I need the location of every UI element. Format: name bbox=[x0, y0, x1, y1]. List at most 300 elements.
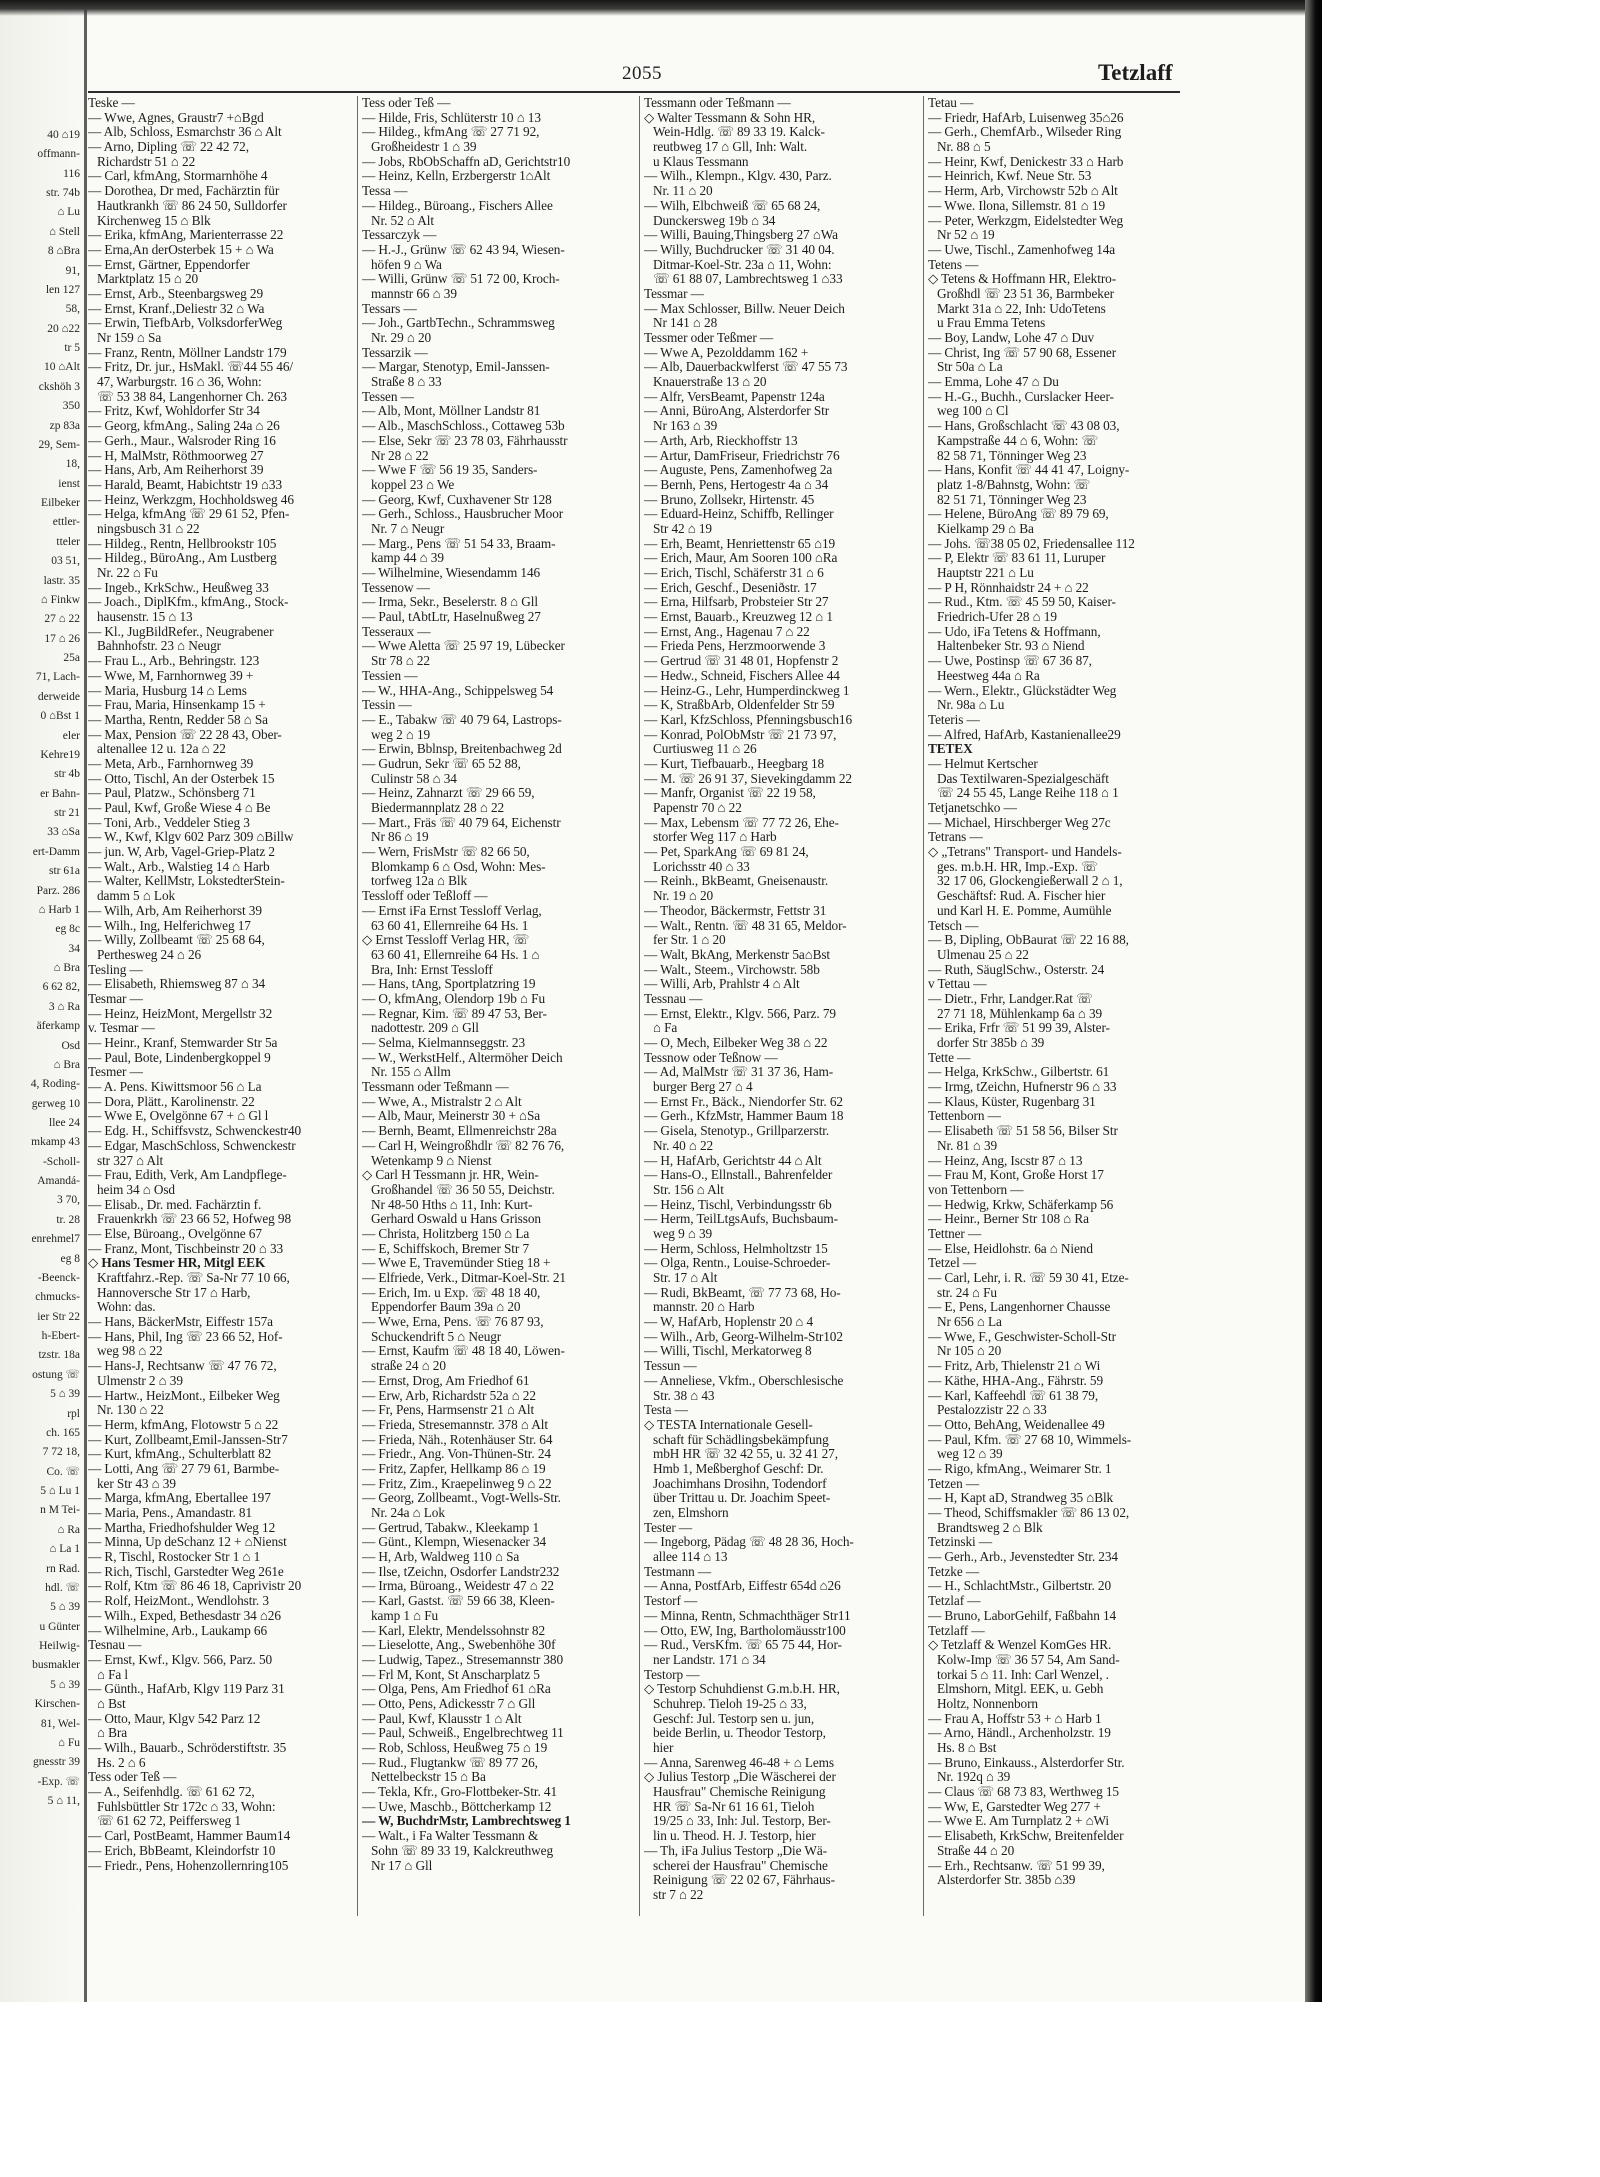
directory-line: — Wwe, A., Mistralstr 2 ⌂ Alt bbox=[362, 1094, 522, 1109]
directory-line: Nr. 81 ⌂ 39 bbox=[937, 1138, 998, 1153]
directory-line: Hannoversche Str 17 ⌂ Harb, bbox=[97, 1285, 251, 1300]
directory-line: Nr. 11 ⌂ 20 bbox=[653, 184, 713, 199]
directory-line: heim 34 ⌂ Osd bbox=[97, 1182, 175, 1197]
directory-line: Holtz, Nonnenborn bbox=[937, 1696, 1038, 1711]
directory-line: — Edgar, MaschSchloss, Schwenckestr bbox=[88, 1138, 296, 1153]
directory-line: — Heinz, Ang, Iscstr 87 ⌂ 13 bbox=[928, 1153, 1083, 1168]
directory-line: — Boy, Landw, Lohe 47 ⌂ Duv bbox=[928, 331, 1095, 345]
gutter-text-fragment: äferkamp bbox=[36, 1020, 80, 1033]
gutter-text-fragment: 03 51, bbox=[51, 555, 80, 568]
directory-line: — Christ, Ing ☏ 57 90 68, Essener bbox=[928, 345, 1117, 360]
directory-line: Ulmenau 25 ⌂ 22 bbox=[937, 947, 1029, 962]
directory-line: — Carl, kfmAng, Stormarnhöhe 4 bbox=[88, 169, 268, 184]
directory-line: — Wilh., Exped, Bethesdastr 34 ⌂26 bbox=[88, 1608, 281, 1623]
directory-line: koppel 23 ⌂ We bbox=[371, 477, 455, 492]
directory-line: — Bruno, LaborGehilf, Faßbahn 14 bbox=[928, 1608, 1117, 1623]
directory-line: — Kurt, Tiefbauarb., Heegbarg 18 bbox=[644, 756, 825, 771]
directory-line: — Ernst, Drog, Am Friedhof 61 bbox=[362, 1373, 530, 1388]
gutter-text-fragment: chmucks- bbox=[35, 1291, 80, 1304]
surname-heading: Tessen — bbox=[362, 389, 414, 404]
gutter-text-fragment: 5 ⌂ 11, bbox=[47, 1795, 80, 1808]
directory-line: — Joach., DiplKfm., kfmAng., Stock- bbox=[88, 595, 289, 610]
gutter-text-fragment: 5 ⌂ Lu 1 bbox=[40, 1485, 80, 1498]
directory-line: Knauerstraße 13 ⌂ 20 bbox=[653, 375, 767, 390]
directory-line: — jun. W, Arb, Vagel-Griep-Platz 2 bbox=[88, 845, 275, 860]
directory-line: — Kurt, Zollbeamt,Emil-Janssen-Str7 bbox=[88, 1432, 288, 1447]
surname-heading: Tette — bbox=[928, 1050, 971, 1065]
directory-line: Nr. 52 ⌂ Alt bbox=[371, 213, 434, 228]
surname-heading: Tessnow oder Teßnow — bbox=[644, 1050, 778, 1065]
running-head: Tetzlaff bbox=[1098, 60, 1173, 85]
directory-line: weg 100 ⌂ Cl bbox=[937, 404, 1009, 419]
gutter-text-fragment: str 4b bbox=[54, 768, 80, 781]
directory-line: — Gisela, Stenotyp., Grillparzerstr. bbox=[644, 1124, 830, 1139]
gutter-text-fragment: rpl bbox=[67, 1407, 80, 1420]
gutter-text-fragment: str. 74b bbox=[46, 187, 80, 200]
directory-line: — Harald, Beamt, Habichtstr 19 ⌂33 bbox=[88, 477, 283, 492]
directory-column-4 bbox=[928, 96, 1206, 1916]
directory-line: — Frau, Maria, Hinsenkamp 15 + bbox=[88, 698, 266, 713]
directory-line: — Ernst, Kranf.,Deliestr 32 ⌂ Wa bbox=[88, 301, 265, 316]
directory-line: — Erich, BbBeamt, Kleindorfstr 10 bbox=[88, 1843, 276, 1858]
directory-line: Schuhrep. Tieloh 19-25 ⌂ 33, bbox=[653, 1696, 807, 1711]
directory-line: — Dorothea, Dr med, Fachärztin für bbox=[88, 184, 280, 199]
gutter-text-fragment: Co. ☏ bbox=[46, 1465, 80, 1478]
directory-line: — Arno, Händl., Archenholzstr. 19 bbox=[928, 1726, 1111, 1741]
directory-line: — Gerh., Maur., Walsroder Ring 16 bbox=[88, 433, 276, 448]
directory-line: ☏ 61 88 07, Lambrechtsweg 1 ⌂33 bbox=[653, 272, 843, 287]
directory-line: — Toni, Arb., Veddeler Stieg 3 bbox=[88, 815, 250, 830]
gutter-text-fragment: str 61a bbox=[49, 865, 80, 878]
gutter-text-fragment: tteler bbox=[56, 535, 80, 548]
directory-line: — Willi, Arb, Prahlstr 4 ⌂ Alt bbox=[644, 977, 800, 992]
directory-line: — Hedw., Schneid, Fischers Allee 44 bbox=[644, 668, 840, 683]
surname-heading: Tetzke — bbox=[928, 1564, 980, 1579]
directory-line: 19/25 ⌂ 33, Inh: Jul. Testorp, Ber- bbox=[653, 1814, 831, 1829]
directory-line: Nr. 98a ⌂ Lu bbox=[937, 698, 1005, 713]
directory-line: HR ☏ Sa-Nr 61 16 61, Tieloh bbox=[653, 1799, 815, 1814]
directory-line: — Paul, Bote, Lindenbergkoppel 9 bbox=[88, 1050, 271, 1065]
directory-line: — Ingeb., KrkSchw., Heußweg 33 bbox=[88, 580, 269, 595]
directory-line: Nr. 40 ⌂ 22 bbox=[653, 1138, 714, 1153]
directory-line: Kolw-Imp ☏ 36 57 54, Am Sand- bbox=[937, 1652, 1120, 1667]
directory-line: — Heinrich, Kwf. Neue Str. 53 bbox=[928, 169, 1092, 184]
directory-line: — Carl, PostBeamt, Hammer Baum14 bbox=[88, 1829, 291, 1844]
directory-line: — Willy, Buchdrucker ☏ 31 40 04. bbox=[644, 242, 835, 257]
gutter-text-fragment: gnesstr 39 bbox=[33, 1756, 80, 1769]
directory-line: — Erich, Maur, Am Sooren 100 ⌂Ra bbox=[644, 551, 838, 566]
directory-line: — Wilh., Ing, Helferichweg 17 bbox=[88, 918, 251, 933]
directory-line: — Frl M, Kont, St Anscharplatz 5 bbox=[362, 1667, 540, 1682]
directory-line: — H, Kapt aD, Strandweg 35 ⌂Blk bbox=[928, 1491, 1114, 1506]
directory-line: Blomkamp 6 ⌂ Osd, Wohn: Mes- bbox=[371, 859, 546, 874]
column-divider bbox=[357, 96, 358, 1916]
directory-line: Sohn ☏ 89 33 19, Kalckreuthweg bbox=[371, 1843, 554, 1858]
directory-line: — Marg., Pens ☏ 51 54 33, Braam- bbox=[362, 536, 556, 551]
gutter-text-fragment: 25a bbox=[63, 652, 80, 665]
surname-heading: von Tettenborn — bbox=[928, 1182, 1024, 1197]
directory-line: ⌂ Bra bbox=[97, 1726, 128, 1741]
surname-heading: Tetens — bbox=[928, 257, 979, 272]
directory-line: ⌂ Fa bbox=[653, 1021, 678, 1036]
directory-line: Alsterdorfer Str. 385b ⌂39 bbox=[937, 1873, 1076, 1888]
directory-line: mannstr 66 ⌂ 39 bbox=[371, 286, 457, 301]
directory-line: — Ruth, SäuglSchw., Osterstr. 24 bbox=[928, 962, 1105, 977]
surname-heading: Testorf — bbox=[644, 1594, 698, 1609]
directory-line: — K, StraßbArb, Oldenfelder Str 59 bbox=[644, 698, 835, 713]
directory-line: — Walt., i Fa Walter Tessmann & bbox=[362, 1829, 539, 1844]
gutter-text-fragment: ostung ☏ bbox=[32, 1368, 80, 1381]
page-number: 2055 bbox=[622, 63, 662, 84]
gutter-text-fragment: 34 bbox=[68, 942, 80, 955]
directory-line: — Minna, Rentn, Schmachthäger Str11 bbox=[644, 1608, 851, 1623]
gutter-text-fragment: ckshöh 3 bbox=[38, 380, 80, 393]
directory-line: — Udo, iFa Tetens & Hoffmann, bbox=[928, 624, 1101, 639]
directory-line: — Otto, BehAng, Weidenallee 49 bbox=[928, 1417, 1105, 1432]
gutter-text-fragment: u Günter bbox=[39, 1620, 80, 1633]
directory-line: Kampstraße 44 ⌂ 6, Wohn: ☏ bbox=[937, 433, 1099, 448]
directory-line: — Rud., Flugtankw ☏ 89 77 26, bbox=[362, 1755, 538, 1770]
directory-line: 27 71 18, Mühlenkamp 6a ⌂ 39 bbox=[937, 1006, 1103, 1021]
directory-line: Culinstr 58 ⌂ 34 bbox=[371, 771, 457, 786]
directory-line: — Ingeborg, Pädag ☏ 48 28 36, Hoch- bbox=[644, 1535, 854, 1550]
directory-line: — Erich, Im. u Exp. ☏ 48 18 40, bbox=[362, 1285, 541, 1300]
directory-line: — Otto, EW, Ing, Bartholomäusstr100 bbox=[644, 1623, 846, 1638]
directory-line: ◇ Hans Tesmer HR, Mitgl EEK bbox=[88, 1256, 266, 1271]
directory-line: — Max Schlosser, Billw. Neuer Deich bbox=[644, 301, 845, 316]
directory-line: Ulmenstr 2 ⌂ 39 bbox=[97, 1373, 183, 1388]
gutter-text-fragment: eler bbox=[62, 729, 80, 742]
directory-line: — Hilde, Fris, Schlüterstr 10 ⌂ 13 bbox=[362, 110, 541, 125]
directory-line: — Hildeg., BüroAng., Am Lustberg bbox=[88, 551, 277, 566]
directory-line: Hmb 1, Meßberghof Geschf: Dr. bbox=[653, 1461, 824, 1476]
directory-line: Nr. 24a ⌂ Lok bbox=[371, 1506, 445, 1520]
directory-line: Markt 31a ⌂ 22, Inh: UdoTetens bbox=[937, 301, 1106, 316]
gutter-text-fragment: 29, Sem- bbox=[38, 438, 80, 451]
directory-line: — Paul, Kwf, Klausstr 1 ⌂ Alt bbox=[362, 1711, 522, 1726]
directory-line: — Georg, Kwf, Cuxhavener Str 128 bbox=[362, 492, 552, 507]
directory-line: — Wern, FrisMstr ☏ 82 66 50, bbox=[362, 845, 530, 860]
directory-line: — Rud., Ktm. ☏ 45 59 50, Kaiser- bbox=[928, 595, 1116, 610]
gutter-text-fragment: offmann- bbox=[37, 148, 80, 161]
directory-line: — Erich, Geschf., Deseniðstr. 17 bbox=[644, 580, 817, 595]
directory-line: ☏ 53 38 84, Langenhorner Ch. 263 bbox=[97, 389, 287, 404]
directory-line: Nr. 130 ⌂ 22 bbox=[97, 1403, 164, 1418]
directory-line: weg 9 ⌂ 39 bbox=[653, 1226, 713, 1241]
surname-heading: Tettenborn — bbox=[928, 1109, 1001, 1124]
directory-line: — Wwe E, Ovelgönne 67 + ⌂ Gl l bbox=[88, 1109, 269, 1124]
directory-line: — Wilh., Arb, Georg-Wilhelm-Str102 bbox=[644, 1329, 843, 1344]
directory-line: — Frau M, Kont, Große Horst 17 bbox=[928, 1168, 1104, 1183]
gutter-text-fragment: 5 ⌂ 39 bbox=[50, 1388, 80, 1401]
directory-line: — Gerh., ChemfArb., Wilseder Ring bbox=[928, 125, 1122, 140]
surname-heading: Tess oder Teß — bbox=[362, 96, 451, 110]
directory-line: — Erw, Arb, Richardstr 52a ⌂ 22 bbox=[362, 1388, 536, 1403]
header-rule bbox=[88, 91, 1180, 93]
directory-line: — Paul, Schweiß., Engelbrechtweg 11 bbox=[362, 1726, 564, 1741]
previous-page-edge bbox=[0, 0, 88, 2002]
directory-line: Nr 48-50 Hths ⌂ 11, Inh: Kurt- bbox=[371, 1197, 533, 1212]
directory-line: Joachimhans Drosihn, Todendorf bbox=[653, 1476, 827, 1491]
directory-line: ner Landstr. 171 ⌂ 34 bbox=[653, 1652, 766, 1667]
surname-heading: Tessars — bbox=[362, 301, 417, 316]
directory-line: — Max, Pension ☏ 22 28 43, Ober- bbox=[88, 727, 282, 742]
directory-line: — Wwe F ☏ 56 19 35, Sanders- bbox=[362, 463, 538, 478]
directory-line: — Else, Büroang., Ovelgönne 67 bbox=[88, 1226, 262, 1241]
surname-heading: Tessenow — bbox=[362, 580, 430, 595]
gutter-text-fragment: ⌂ Bra bbox=[53, 962, 80, 975]
directory-line: — Wwe E. Am Turnplatz 2 + ⌂Wi bbox=[928, 1814, 1109, 1829]
directory-line: Brandtsweg 2 ⌂ Blk bbox=[937, 1520, 1043, 1535]
directory-line: ⌂ Fa l bbox=[97, 1667, 129, 1682]
gutter-text-fragment: Eilbeker bbox=[41, 497, 80, 510]
directory-line: zen, Elmshorn bbox=[653, 1506, 729, 1520]
directory-line: ◇ Walter Tessmann & Sohn HR, bbox=[644, 110, 816, 125]
gutter-text-fragment: enrehmel7 bbox=[31, 1233, 80, 1246]
surname-heading: Tessmar — bbox=[644, 286, 704, 301]
column-divider bbox=[639, 96, 640, 1916]
directory-line: höfen 9 ⌂ Wa bbox=[371, 257, 442, 272]
directory-line: — Hans, Konfit ☏ 44 41 47, Loigny- bbox=[928, 463, 1130, 478]
gutter-text-fragment: ert-Damm bbox=[32, 845, 80, 858]
directory-line: Perthesweg 24 ⌂ 26 bbox=[97, 947, 202, 962]
directory-line: Nr 52 ⌂ 19 bbox=[937, 228, 995, 243]
directory-line: reutbweg 17 ⌂ Gll, Inh: Walt. bbox=[653, 140, 808, 155]
directory-line: — Erika, kfmAng, Marienterrasse 22 bbox=[88, 228, 284, 243]
gutter-text-fragment: ienst bbox=[58, 477, 80, 490]
directory-line: Großhandel ☏ 36 50 55, Deichstr. bbox=[371, 1182, 555, 1197]
directory-line: — H., SchlachtMstr., Gilbertstr. 20 bbox=[928, 1579, 1112, 1594]
directory-line: Biedermannplatz 28 ⌂ 22 bbox=[371, 801, 505, 815]
gutter-text-fragment: 71, Lach- bbox=[35, 671, 80, 684]
directory-line: Nr. 88 ⌂ 5 bbox=[937, 140, 991, 155]
directory-line: Ditmar-Koel-Str. 23a ⌂ 11, Wohn: bbox=[653, 257, 832, 272]
directory-line: — Wilh., Bauarb., Schröderstiftstr. 35 bbox=[88, 1741, 287, 1755]
directory-line: — Willy, Zollbeamt ☏ 25 68 64, bbox=[88, 933, 265, 948]
directory-line: — Rolf, Ktm ☏ 86 46 18, Caprivistr 20 bbox=[88, 1579, 302, 1594]
gutter-text-fragment: 5 ⌂ 39 bbox=[50, 1678, 80, 1691]
gutter-text-fragment: ⌂ Ra bbox=[57, 1523, 80, 1536]
directory-line: — E., Tabakw ☏ 40 79 64, Lastrops- bbox=[362, 712, 562, 727]
directory-line: Marktplatz 15 ⌂ 20 bbox=[97, 272, 199, 287]
directory-line: — Ernst, Arb., Steenbargsweg 29 bbox=[88, 286, 264, 301]
directory-line: — Hans-O., Ellnstall., Bahrenfelder bbox=[644, 1168, 833, 1183]
gutter-text-fragment: Osd bbox=[61, 1039, 80, 1052]
directory-line: — Anni, BüroAng, Alsterdorfer Str bbox=[644, 404, 830, 419]
directory-line: — Georg, Zollbeamt., Vogt-Wells-Str. bbox=[362, 1491, 561, 1506]
directory-line: fer Str. 1 ⌂ 20 bbox=[653, 933, 726, 948]
directory-line: — Günth., HafArb, Klgv 119 Parz 31 bbox=[88, 1682, 285, 1697]
directory-line: — Ernst, Kwf., Klgv. 566, Parz. 50 bbox=[88, 1652, 273, 1667]
directory-line: — Wwe E, Travemünder Stieg 18 + bbox=[362, 1256, 551, 1271]
directory-line: Großheidestr 1 ⌂ 39 bbox=[371, 140, 477, 155]
directory-line: Eppendorfer Baum 39a ⌂ 20 bbox=[371, 1300, 521, 1315]
directory-line: — Reinh., BkBeamt, Gneisenaustr. bbox=[644, 874, 829, 889]
directory-line: — Herm, Arb, Virchowstr 52b ⌂ Alt bbox=[928, 184, 1118, 199]
directory-line: — Wilhelmine, Arb., Laukamp 66 bbox=[88, 1623, 268, 1638]
directory-line: — Arth, Arb, Rieckhoffstr 13 bbox=[644, 433, 798, 448]
directory-line: — Dietr., Frhr, Landger.Rat ☏ bbox=[928, 991, 1093, 1006]
directory-line: — Walter, KellMstr, LokstedterStein- bbox=[88, 874, 285, 889]
gutter-text-fragment: busmakler bbox=[32, 1659, 80, 1672]
directory-line: — Eduard-Heinz, Schiffb, Rellinger bbox=[644, 507, 834, 522]
directory-line: — Martha, Rentn, Redder 58 ⌂ Sa bbox=[88, 712, 268, 727]
gutter-text-fragment: mkamp 43 bbox=[31, 1136, 80, 1149]
gutter-text-fragment: Heilwig- bbox=[39, 1640, 80, 1653]
directory-line: — W., Kwf, Klgv 602 Parz 309 ⌂Billw bbox=[88, 830, 294, 845]
directory-line: str 7 ⌂ 22 bbox=[653, 1887, 704, 1902]
directory-line: burger Berg 27 ⌂ 4 bbox=[653, 1080, 753, 1095]
directory-line: — Käthe, HHA-Ang., Fährstr. 59 bbox=[928, 1373, 1104, 1388]
directory-line: — Pet, SparkAng ☏ 69 81 24, bbox=[644, 845, 809, 860]
surname-heading: Tetzinski — bbox=[928, 1535, 993, 1550]
directory-line: ◇ „Tetrans" Transport- und Handels- bbox=[928, 845, 1122, 860]
directory-line: torkai 5 ⌂ 11. Inh: Carl Wenzel, . bbox=[937, 1667, 1109, 1682]
gutter-text-fragment: len 127 bbox=[45, 283, 80, 296]
directory-line: — P, Elektr ☏ 83 61 11, Luruper bbox=[928, 551, 1106, 566]
directory-line: und Karl H. E. Pomme, Aumühle bbox=[937, 903, 1112, 918]
directory-line: u Frau Emma Tetens bbox=[937, 316, 1046, 331]
directory-line: — Erh, Beamt, Henriettenstr 65 ⌂19 bbox=[644, 536, 836, 551]
directory-line: — Erh., Rechtsanw. ☏ 51 99 39, bbox=[928, 1858, 1105, 1873]
directory-line: Nr 141 ⌂ 28 bbox=[653, 316, 718, 331]
surname-heading: Tetrans — bbox=[928, 830, 983, 845]
directory-line: — Frau A, Hoffstr 53 + ⌂ Harb 1 bbox=[928, 1711, 1102, 1726]
gutter-text-fragment: eg 8 bbox=[60, 1252, 80, 1265]
directory-line: Schuckendrift 5 ⌂ Neugr bbox=[371, 1329, 502, 1344]
directory-column-1 bbox=[88, 96, 352, 1916]
directory-line: — Heinz-G., Lehr, Humperdinckweg 1 bbox=[644, 683, 850, 698]
directory-line: Elmshorn, Mitgl. EEK, u. Gebh bbox=[937, 1682, 1104, 1697]
directory-line: — Gerh., KfzMstr, Hammer Baum 18 bbox=[644, 1109, 844, 1124]
gutter-text-fragment: 8 ⌂Bra bbox=[47, 245, 80, 258]
gutter-text-fragment: n M Tei- bbox=[40, 1504, 80, 1517]
directory-line: — Karl, Elektr, Mendelssohnstr 82 bbox=[362, 1623, 546, 1638]
gutter-text-fragment: 5 ⌂ 39 bbox=[50, 1601, 80, 1614]
directory-line: — Walt, BkAng, Merkenstr 5a⌂Bst bbox=[644, 947, 831, 962]
directory-line: Richardstr 51 ⌂ 22 bbox=[97, 154, 196, 169]
directory-line: — Selma, Kielmannseggstr. 23 bbox=[362, 1036, 526, 1050]
gutter-text-fragment: 58, bbox=[65, 303, 80, 316]
gutter-text-fragment: -Beenck- bbox=[37, 1271, 80, 1284]
directory-line: — W, BuchdrMstr, Lambrechtsweg 1 bbox=[362, 1814, 571, 1829]
directory-line: — Kl., JugBildRefer., Neugrabener bbox=[88, 624, 274, 639]
directory-line: — Auguste, Pens, Zamenhofweg 2a bbox=[644, 463, 833, 478]
directory-line: — Friedr., Pens, Hohenzollernring105 bbox=[88, 1858, 289, 1873]
directory-line: — Emma, Lohe 47 ⌂ Du bbox=[928, 375, 1059, 390]
gutter-text-fragment: str 21 bbox=[54, 807, 80, 820]
gutter-text-fragment: 40 ⌂19 bbox=[47, 129, 80, 141]
directory-line: — Max, Lebensm ☏ 77 72 26, Ehe- bbox=[644, 815, 839, 830]
surname-heading: Tetjanetschko — bbox=[928, 801, 1017, 815]
directory-line: — Heinz, Werkzgm, Hochholdsweg 46 bbox=[88, 492, 294, 507]
gutter-text-fragment: ch. 165 bbox=[46, 1426, 80, 1439]
directory-line: Str. 17 ⌂ Alt bbox=[653, 1271, 718, 1285]
directory-line: — Alb, Mont, Möllner Landstr 81 bbox=[362, 404, 541, 419]
directory-line: — Theod, Schiffsmakler ☏ 86 13 02, bbox=[928, 1506, 1130, 1520]
surname-heading: Testa — bbox=[644, 1403, 688, 1418]
directory-line: — Heinz, HeizMont, Mergellstr 32 bbox=[88, 1006, 273, 1021]
directory-line: Str. 156 ⌂ Alt bbox=[653, 1182, 724, 1197]
directory-line: — Willi, Tischl, Merkatorweg 8 bbox=[644, 1344, 812, 1359]
directory-line: — Willi, Bauing,Thingsberg 27 ⌂Wa bbox=[644, 228, 838, 243]
directory-line: — Paul, tAbtLtr, Haselnußweg 27 bbox=[362, 610, 541, 625]
gutter-text-fragment: 18, bbox=[65, 458, 80, 471]
surname-heading: Teteris — bbox=[928, 712, 980, 727]
directory-line: 63 60 41, Ellernreihe 64 Hs. 1 bbox=[371, 918, 529, 933]
surname-heading: v Tettau — bbox=[928, 977, 987, 992]
directory-line: — Ernst, Bauarb., Kreuzweg 12 ⌂ 1 bbox=[644, 610, 833, 625]
directory-line: Frauenkrkh ☏ 23 66 52, Hofweg 98 bbox=[97, 1212, 292, 1227]
directory-line: — Ernst Fr., Bäck., Niendorfer Str. 62 bbox=[644, 1094, 843, 1109]
directory-line: allee 114 ⌂ 13 bbox=[653, 1550, 728, 1565]
gutter-text-fragment: -Exp. ☏ bbox=[37, 1775, 80, 1788]
directory-line: hier bbox=[653, 1741, 674, 1755]
surname-heading: Tessarzik — bbox=[362, 345, 428, 360]
directory-line: Hs. 2 ⌂ 6 bbox=[97, 1755, 146, 1770]
directory-line: — Elisabeth, KrkSchw, Breitenfelder bbox=[928, 1829, 1124, 1844]
directory-line: — Bruno, Einkauss., Alsterdorfer Str. bbox=[928, 1755, 1125, 1770]
directory-line: — Manfr, Organist ☏ 22 19 58, bbox=[644, 786, 816, 801]
directory-line: — Herm, Schloss, Helmholtzstr 15 bbox=[644, 1241, 828, 1256]
directory-line: — Wilhelmine, Wiesendamm 146 bbox=[362, 566, 541, 580]
directory-line: — Wilh, Arb, Am Reiherhorst 39 bbox=[88, 903, 262, 918]
directory-line: — Wwe Aletta ☏ 25 97 19, Lübecker bbox=[362, 639, 565, 654]
directory-line: Bra, Inh: Ernst Tessloff bbox=[371, 962, 493, 977]
surname-heading: Tetzlaff — bbox=[928, 1623, 985, 1638]
directory-line: — Wwe, M, Farnhornweg 39 + bbox=[88, 668, 254, 683]
surname-heading: Tettner — bbox=[928, 1226, 982, 1241]
directory-line: Curtiusweg 11 ⌂ 26 bbox=[653, 742, 757, 757]
directory-line: 82 51 71, Tönninger Weg 23 bbox=[937, 492, 1087, 507]
directory-line: u Klaus Tessmann bbox=[653, 154, 749, 169]
directory-line: — Wwe A, Pezolddamm 162 + bbox=[644, 345, 809, 360]
directory-line: — Lotti, Ang ☏ 27 79 61, Barmbe- bbox=[88, 1461, 280, 1476]
directory-line: — Johs. ☏38 05 02, Friedensallee 112 bbox=[928, 536, 1135, 551]
directory-line: — Ernst, Elektr., Klgv. 566, Parz. 79 bbox=[644, 1006, 836, 1021]
directory-line: Das Textilwaren-Spezialgeschäft bbox=[937, 771, 1109, 786]
gutter-text-fragment: Kehre19 bbox=[40, 748, 80, 761]
directory-line: ◇ Tetzlaff & Wenzel KomGes HR. bbox=[928, 1638, 1112, 1653]
directory-line: — Gertrud, Tabakw., Kleekamp 1 bbox=[362, 1520, 540, 1535]
directory-line: — Frieda Pens, Herzmoorwende 3 bbox=[644, 639, 826, 654]
directory-line: — Erwin, TiefbArb, VolksdorferWeg bbox=[88, 316, 283, 331]
directory-line: Nr 28 ⌂ 22 bbox=[371, 448, 429, 463]
surname-heading: Tessmann oder Teßmann — bbox=[644, 96, 791, 110]
directory-line: — E, Schiffskoch, Bremer Str 7 bbox=[362, 1241, 530, 1256]
directory-line: — Olga, Rentn., Louise-Schroeder- bbox=[644, 1256, 831, 1271]
directory-line: Großhdl ☏ 23 51 36, Barmbeker bbox=[937, 286, 1114, 301]
directory-line: — Jobs, RbObSchaffn aD, Gerichtstr10 bbox=[362, 154, 571, 169]
gutter-text-fragment: 91, bbox=[65, 264, 80, 277]
directory-line: Hs. 8 ⌂ Bst bbox=[937, 1741, 997, 1755]
directory-line: — Ludwig, Tapez., Stresemannstr 380 bbox=[362, 1652, 564, 1667]
surname-heading: Testorp — bbox=[644, 1667, 700, 1682]
surname-heading: Tessnau — bbox=[644, 991, 703, 1006]
directory-line: — Ad, MalMstr ☏ 31 37 36, Ham- bbox=[644, 1065, 834, 1080]
directory-line: straße 24 ⌂ 20 bbox=[371, 1359, 446, 1374]
directory-line: — Elisabeth ☏ 51 58 56, Bilser Str bbox=[928, 1124, 1118, 1139]
directory-line: — Helga, KrkSchw., Gilbertstr. 61 bbox=[928, 1065, 1110, 1080]
directory-line: — Fritz, Kwf, Wohldorfer Str 34 bbox=[88, 404, 260, 419]
gutter-text-fragment: ⌂ Finkw bbox=[40, 593, 80, 606]
directory-line: — Frieda, Näh., Rotenhäuser Str. 64 bbox=[362, 1432, 553, 1447]
gutter-text-fragment: ⌂ Bra bbox=[53, 1058, 80, 1071]
surname-heading: Tesnau — bbox=[88, 1638, 142, 1653]
directory-line: Bahnhofstr. 23 ⌂ Neugr bbox=[97, 639, 221, 654]
directory-line: — Fritz, Zim., Kraepelinweg 9 ⌂ 22 bbox=[362, 1476, 552, 1491]
directory-line: Str 42 ⌂ 19 bbox=[653, 521, 712, 536]
